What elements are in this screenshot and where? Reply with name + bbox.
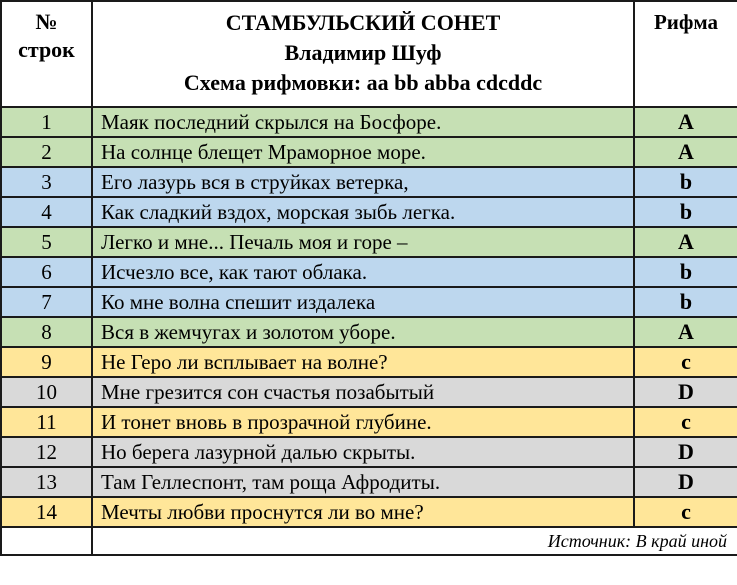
poem-line-text: Маяк последний скрылся на Босфоре.	[92, 107, 634, 137]
line-number-cell: 11	[1, 407, 92, 437]
poem-line-row	[1, 347, 737, 377]
poem-line-row	[1, 467, 737, 497]
line-number-cell: 12	[1, 437, 92, 467]
poem-line-text: Ко мне волна спешит издалека	[92, 287, 634, 317]
line-number-cell: 6	[1, 257, 92, 287]
rhyme-header: Рифма	[634, 1, 737, 107]
poem-line-row	[1, 317, 737, 347]
poem-line-row	[1, 167, 737, 197]
line-number-cell: 13	[1, 467, 92, 497]
rhyme-letter-cell: D	[634, 437, 737, 467]
poem-line-row	[1, 407, 737, 437]
line-number-cell: 7	[1, 287, 92, 317]
poem-line-text: Мне грезится сон счастья позабытый	[92, 377, 634, 407]
rhyme-letter-cell: b	[634, 257, 737, 287]
poem-line-text: Там Геллеспонт, там роща Афродиты.	[92, 467, 634, 497]
poem-line-text: Его лазурь вся в струйках ветерка,	[92, 167, 634, 197]
poem-line-text: И тонет вновь в прозрачной глубине.	[92, 407, 634, 437]
poem-line-row	[1, 197, 737, 227]
header-row	[1, 1, 737, 107]
poem-line-row	[1, 287, 737, 317]
title-header	[92, 1, 634, 107]
poem-author: Владимир Шуф	[284, 40, 442, 65]
poem-line-text: Легко и мне... Печаль моя и горе –	[92, 227, 634, 257]
rhyme-letter-cell: D	[634, 377, 737, 407]
line-number-cell: 2	[1, 137, 92, 167]
lines-label: строк	[18, 37, 75, 62]
poem-line-text: Мечты любви проснутся ли во мне?	[92, 497, 634, 527]
rhyme-letter-cell: A	[634, 107, 737, 137]
footer-row	[1, 527, 737, 555]
poem-title: СТАМБУЛЬСКИЙ СОНЕТ	[225, 10, 501, 35]
poem-line-text: Но берега лазурной далью скрыты.	[92, 437, 634, 467]
rhyme-letter-cell: c	[634, 497, 737, 527]
poem-line-row	[1, 437, 737, 467]
rhyme-letter-cell: b	[634, 287, 737, 317]
rhyme-scheme: Схема рифмовки: aa bb abba cdcddc	[183, 70, 543, 95]
poem-line-text: Как сладкий вздох, морская зыбь легка.	[92, 197, 634, 227]
line-number-cell: 10	[1, 377, 92, 407]
line-number-cell: 3	[1, 167, 92, 197]
line-number-cell: 8	[1, 317, 92, 347]
rhyme-letter-cell: A	[634, 317, 737, 347]
rhyme-letter-cell: D	[634, 467, 737, 497]
footer-empty-cell	[1, 527, 92, 555]
line-number-cell: 5	[1, 227, 92, 257]
sonnet-table-body	[1, 1, 737, 555]
rhyme-letter-cell: c	[634, 407, 737, 437]
number-sign: №	[35, 9, 58, 34]
poem-line-row	[1, 107, 737, 137]
rhyme-letter-cell: c	[634, 347, 737, 377]
poem-line-text: Исчезло все, как тают облака.	[92, 257, 634, 287]
line-number-cell: 9	[1, 347, 92, 377]
source-note: Источник: В край иной	[92, 527, 737, 555]
rhyme-letter-cell: b	[634, 167, 737, 197]
poem-line-text: На солнце блещет Мраморное море.	[92, 137, 634, 167]
rhyme-letter-cell: b	[634, 197, 737, 227]
poem-line-row	[1, 137, 737, 167]
line-number-cell: 1	[1, 107, 92, 137]
line-number-cell: 14	[1, 497, 92, 527]
poem-line-row	[1, 257, 737, 287]
poem-line-row	[1, 227, 737, 257]
poem-line-text: Не Геро ли всплывает на волне?	[92, 347, 634, 377]
rhyme-letter-cell: A	[634, 137, 737, 167]
poem-line-row	[1, 497, 737, 527]
line-number-header	[1, 1, 92, 107]
line-number-cell: 4	[1, 197, 92, 227]
rhyme-letter-cell: A	[634, 227, 737, 257]
poem-line-row	[1, 377, 737, 407]
poem-line-text: Вся в жемчугах и золотом уборе.	[92, 317, 634, 347]
